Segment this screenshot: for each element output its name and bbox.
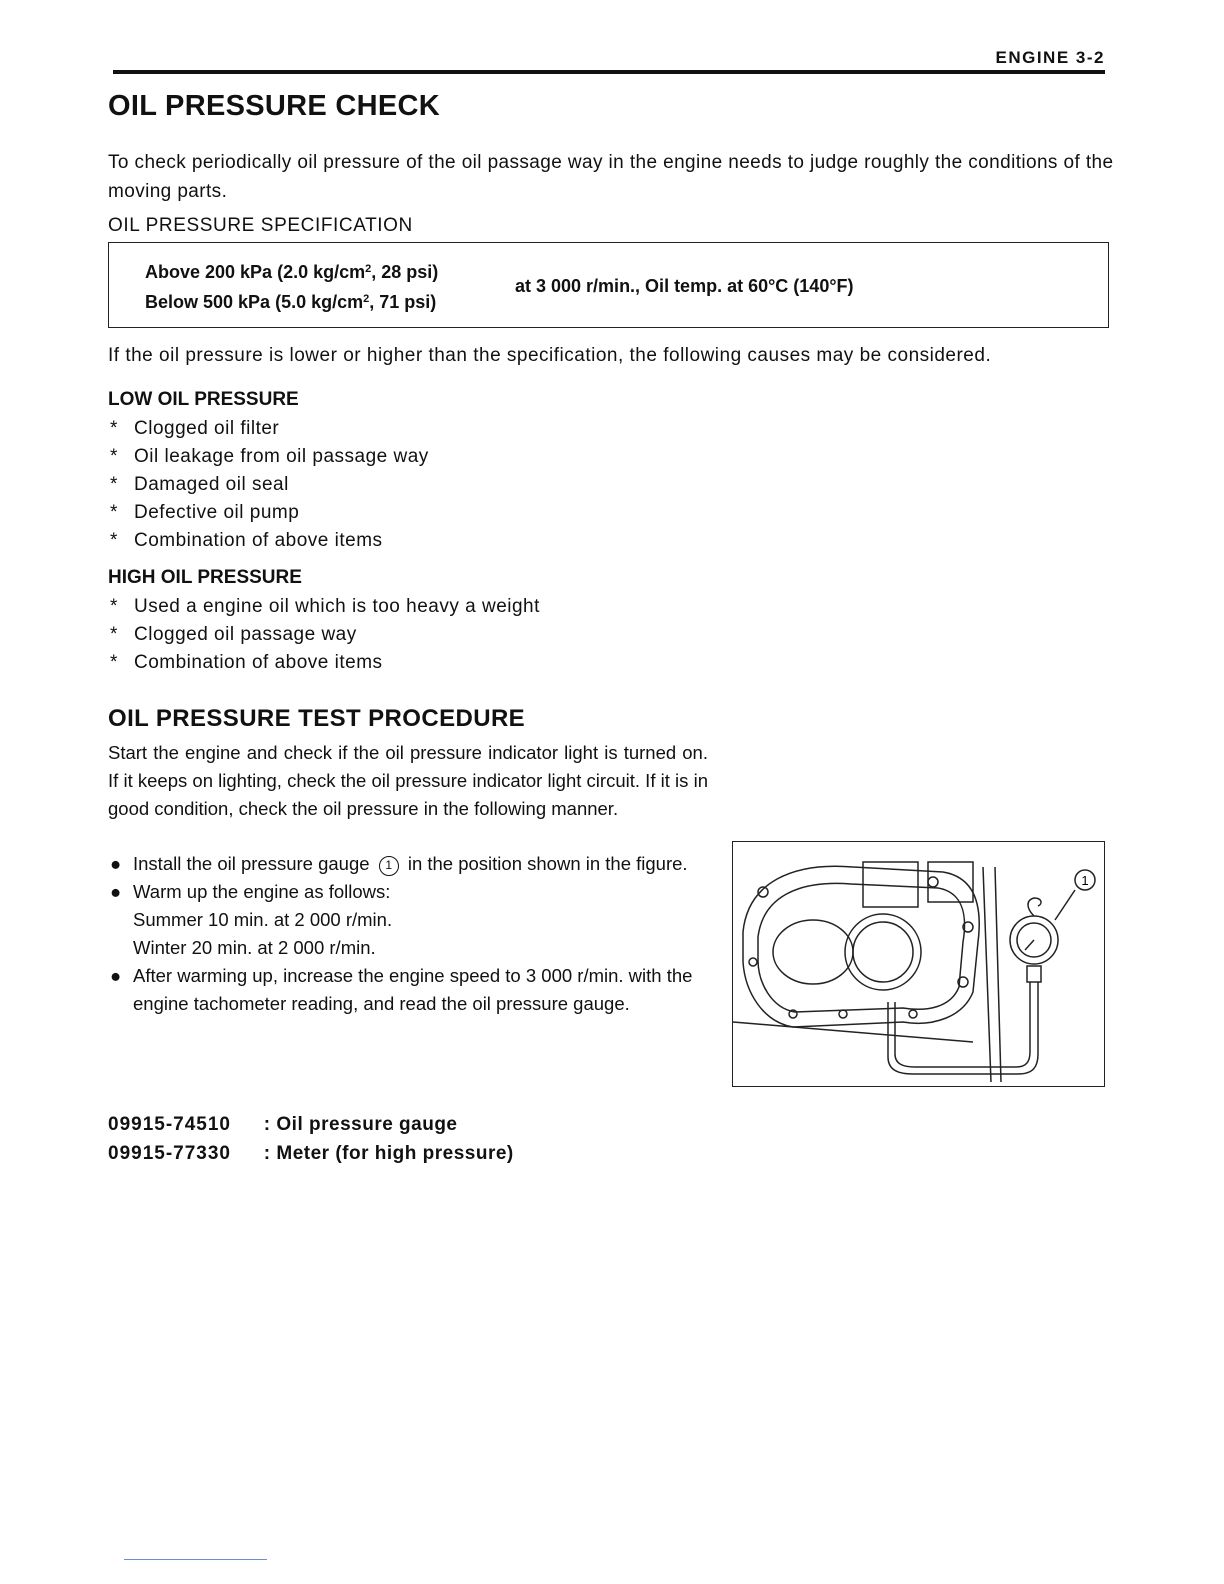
tool-name: Oil pressure gauge: [276, 1114, 458, 1135]
footer-link-line: [124, 1559, 267, 1560]
low-pressure-list: [110, 415, 429, 555]
list-item: * Combination of above items: [110, 530, 383, 551]
bullet-icon: ●: [110, 881, 122, 902]
list-item: * Defective oil pump: [110, 502, 300, 523]
header-rule: [113, 70, 1105, 74]
list-item: * Oil leakage from oil passage way: [110, 446, 429, 467]
spec-line-above: Above 200 kPa (2.0 $kg/cm^2$, 28 psi): [145, 262, 439, 282]
tool-row: 09915-74510 : Oil pressure gauge: [108, 1110, 514, 1139]
step-read-gauge: ● After warming up, increase the engine speed to 3 000 r/min. with the engine tachometer reading, and read the oil pressure gauge.: [108, 962, 708, 1018]
spec-condition: at 3 000 r/min., Oil temp. at 60°C (140°F): [515, 276, 854, 296]
list-item: * Damaged oil seal: [110, 474, 289, 495]
header-section: ENGINE: [995, 48, 1070, 67]
summer-instruction: Summer 10 min. at 2 000 r/min.: [133, 909, 393, 930]
special-tools: [108, 1110, 514, 1168]
spec-line-below: Below 500 kPa (5.0 $kg/cm^2$, 71 psi): [145, 292, 437, 312]
intro-paragraph: To check periodically oil pressure of the oil passage way in the engine needs to judge roughly the conditions of the moving parts.: [108, 152, 1114, 202]
low-pressure-heading: LOW OIL PRESSURE: [108, 389, 299, 410]
bullet-icon: ●: [110, 853, 122, 874]
spec-label: OIL PRESSURE SPECIFICATION: [108, 215, 413, 236]
page-title: OIL PRESSURE CHECK: [108, 90, 440, 122]
tool-code: 09915-74510: [108, 1114, 231, 1135]
list-item: * Combination of above items: [110, 652, 383, 673]
list-item: * Used a engine oil which is too heavy a weight: [110, 596, 540, 617]
tool-name: Meter (for high pressure): [276, 1143, 514, 1164]
step-warm-up: ● Warm up the engine as follows: Summer 10 min. at 2 000 r/min. Winter 20 min. at 2 000 r/min.: [108, 878, 708, 962]
procedure-paragraph: Start the engine and check if the oil pressure indicator light is turned on. If it keeps on lighting, check the oil pressure indicator light circuit. If it is in good condition, check the oil pressure in the following manner.: [108, 742, 708, 819]
list-item: * Clogged oil passage way: [110, 624, 357, 645]
high-pressure-list: [110, 593, 540, 677]
procedure-steps: [108, 850, 708, 1018]
oil-pressure-gauge-figure: [732, 841, 1105, 1087]
engine-illustration: [733, 842, 1103, 1085]
procedure-title: OIL PRESSURE TEST PROCEDURE: [108, 705, 526, 732]
bullet-icon: ●: [110, 965, 122, 986]
tool-code: 09915-77330: [108, 1143, 231, 1164]
consider-paragraph: If the oil pressure is lower or higher than the specification, the following causes may be considered.: [108, 345, 992, 366]
step-install-gauge: ● Install the oil pressure gauge 1 in the position shown in the figure.: [108, 850, 708, 878]
page-header: [930, 48, 1105, 68]
figure-callout-number: 1: [1081, 873, 1089, 888]
callout-number: 1: [379, 856, 399, 876]
winter-instruction: Winter 20 min. at 2 000 r/min.: [133, 937, 376, 958]
tool-row: 09915-77330 : Meter (for high pressure): [108, 1139, 514, 1168]
list-item: * Clogged oil filter: [110, 418, 280, 439]
high-pressure-heading: HIGH OIL PRESSURE: [108, 567, 302, 588]
header-page-number: 3-2: [1075, 48, 1105, 67]
